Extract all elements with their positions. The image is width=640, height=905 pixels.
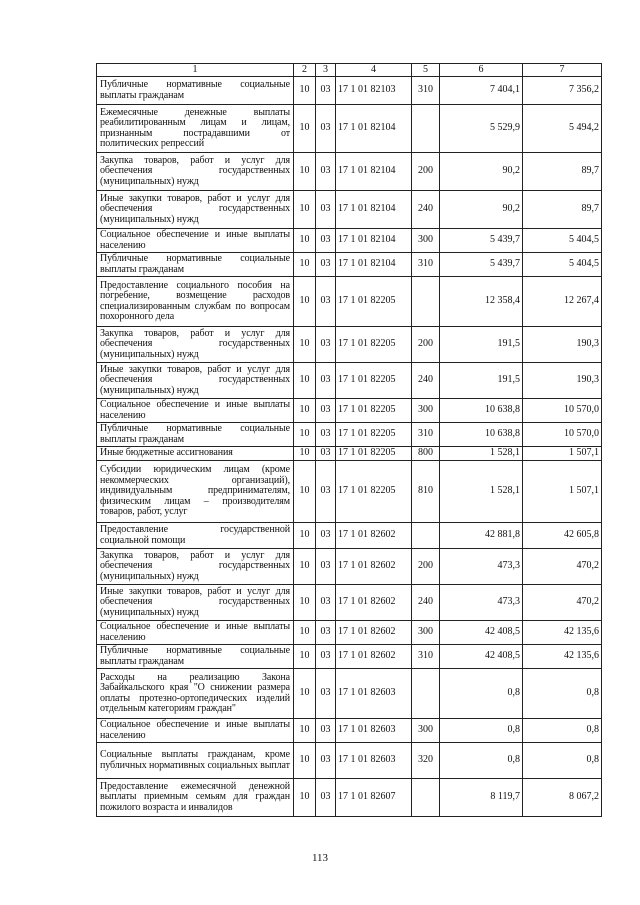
table-row xyxy=(97,461,602,523)
table-row xyxy=(97,399,602,423)
row-amount-1: 191,5 xyxy=(440,363,523,399)
row-target-code: 17 1 01 82603 xyxy=(336,719,412,743)
row-subsection: 03 xyxy=(316,447,336,461)
row-section: 10 xyxy=(294,423,316,447)
row-subsection: 03 xyxy=(316,523,336,549)
row-expense-type: 300 xyxy=(412,719,440,743)
page-number: 113 xyxy=(311,852,329,864)
row-expense-type xyxy=(412,105,440,153)
row-section: 10 xyxy=(294,743,316,779)
row-subsection: 03 xyxy=(316,229,336,253)
row-target-code: 17 1 01 82205 xyxy=(336,423,412,447)
row-subsection: 03 xyxy=(316,363,336,399)
row-amount-2: 190,3 xyxy=(523,363,602,399)
row-section: 10 xyxy=(294,105,316,153)
row-section: 10 xyxy=(294,549,316,585)
row-expense-type: 800 xyxy=(412,447,440,461)
row-target-code: 17 1 01 82603 xyxy=(336,743,412,779)
row-target-code: 17 1 01 82205 xyxy=(336,461,412,523)
row-expense-type xyxy=(412,669,440,719)
row-amount-1: 473,3 xyxy=(440,549,523,585)
row-amount-1: 5 439,7 xyxy=(440,229,523,253)
row-target-code: 17 1 01 82104 xyxy=(336,153,412,191)
row-expense-type: 240 xyxy=(412,363,440,399)
table-row xyxy=(97,363,602,399)
row-amount-2: 89,7 xyxy=(523,153,602,191)
row-subsection: 03 xyxy=(316,153,336,191)
row-name: Иные закупки товаров, работ и услуг для обеспечения государственных (муниципальных) нужд xyxy=(97,585,294,621)
table-row xyxy=(97,253,602,277)
row-amount-1: 12 358,4 xyxy=(440,277,523,327)
budget-table xyxy=(96,63,602,817)
row-subsection: 03 xyxy=(316,77,336,105)
row-target-code: 17 1 01 82205 xyxy=(336,363,412,399)
row-amount-2: 10 570,0 xyxy=(523,399,602,423)
row-subsection: 03 xyxy=(316,585,336,621)
table-row xyxy=(97,153,602,191)
row-subsection: 03 xyxy=(316,253,336,277)
row-amount-1: 10 638,8 xyxy=(440,399,523,423)
table-row xyxy=(97,621,602,645)
row-amount-1: 10 638,8 xyxy=(440,423,523,447)
row-amount-1: 0,8 xyxy=(440,669,523,719)
row-target-code: 17 1 01 82205 xyxy=(336,447,412,461)
row-name: Иные бюджетные ассигнования xyxy=(97,447,294,461)
row-expense-type: 300 xyxy=(412,399,440,423)
row-expense-type: 320 xyxy=(412,743,440,779)
row-target-code: 17 1 01 82602 xyxy=(336,645,412,669)
row-target-code: 17 1 01 82104 xyxy=(336,191,412,229)
row-expense-type xyxy=(412,277,440,327)
row-amount-2: 89,7 xyxy=(523,191,602,229)
table-row xyxy=(97,327,602,363)
row-amount-1: 5 529,9 xyxy=(440,105,523,153)
row-section: 10 xyxy=(294,277,316,327)
row-amount-1: 191,5 xyxy=(440,327,523,363)
row-amount-1: 1 528,1 xyxy=(440,461,523,523)
header-col-3: 3 xyxy=(316,64,336,77)
row-amount-2: 12 267,4 xyxy=(523,277,602,327)
row-target-code: 17 1 01 82607 xyxy=(336,779,412,817)
row-subsection: 03 xyxy=(316,277,336,327)
row-section: 10 xyxy=(294,669,316,719)
row-section: 10 xyxy=(294,645,316,669)
row-amount-1: 0,8 xyxy=(440,743,523,779)
table-row xyxy=(97,229,602,253)
row-amount-2: 5 494,2 xyxy=(523,105,602,153)
row-amount-1: 90,2 xyxy=(440,153,523,191)
row-target-code: 17 1 01 82205 xyxy=(336,327,412,363)
row-target-code: 17 1 01 82104 xyxy=(336,229,412,253)
row-name: Социальные выплаты гражданам, кроме публичных нормативных социальных выплат xyxy=(97,743,294,779)
row-section: 10 xyxy=(294,719,316,743)
row-amount-1: 42 408,5 xyxy=(440,645,523,669)
row-section: 10 xyxy=(294,461,316,523)
row-name: Социальное обеспечение и иные выплаты населению xyxy=(97,399,294,423)
row-name: Публичные нормативные социальные выплаты гражданам xyxy=(97,423,294,447)
row-name: Социальное обеспечение и иные выплаты населению xyxy=(97,719,294,743)
table-row xyxy=(97,523,602,549)
row-target-code: 17 1 01 82602 xyxy=(336,549,412,585)
row-expense-type: 200 xyxy=(412,153,440,191)
row-section: 10 xyxy=(294,253,316,277)
row-subsection: 03 xyxy=(316,669,336,719)
row-section: 10 xyxy=(294,585,316,621)
table-row xyxy=(97,779,602,817)
row-target-code: 17 1 01 82104 xyxy=(336,105,412,153)
table-row xyxy=(97,105,602,153)
row-subsection: 03 xyxy=(316,191,336,229)
row-expense-type: 300 xyxy=(412,621,440,645)
row-name: Предоставление государственной социальной помощи xyxy=(97,523,294,549)
row-amount-1: 5 439,7 xyxy=(440,253,523,277)
budget-table-page xyxy=(96,63,602,817)
row-expense-type: 300 xyxy=(412,229,440,253)
row-subsection: 03 xyxy=(316,423,336,447)
row-expense-type: 200 xyxy=(412,327,440,363)
row-expense-type: 810 xyxy=(412,461,440,523)
row-name: Закупка товаров, работ и услуг для обеспечения государственных (муниципальных) нужд xyxy=(97,549,294,585)
row-subsection: 03 xyxy=(316,105,336,153)
header-row xyxy=(97,64,602,77)
row-name: Закупка товаров, работ и услуг для обеспечения государственных (муниципальных) нужд xyxy=(97,327,294,363)
header-col-7: 7 xyxy=(523,64,602,77)
row-amount-2: 5 404,5 xyxy=(523,253,602,277)
row-subsection: 03 xyxy=(316,645,336,669)
row-expense-type: 240 xyxy=(412,191,440,229)
row-section: 10 xyxy=(294,229,316,253)
row-target-code: 17 1 01 82602 xyxy=(336,523,412,549)
row-section: 10 xyxy=(294,523,316,549)
row-amount-1: 0,8 xyxy=(440,719,523,743)
row-amount-2: 1 507,1 xyxy=(523,461,602,523)
row-section: 10 xyxy=(294,399,316,423)
row-name: Социальное обеспечение и иные выплаты населению xyxy=(97,621,294,645)
row-name: Иные закупки товаров, работ и услуг для обеспечения государственных (муниципальных) нужд xyxy=(97,363,294,399)
row-expense-type: 310 xyxy=(412,423,440,447)
row-target-code: 17 1 01 82602 xyxy=(336,621,412,645)
header-col-6: 6 xyxy=(440,64,523,77)
row-amount-1: 473,3 xyxy=(440,585,523,621)
row-subsection: 03 xyxy=(316,549,336,585)
row-amount-2: 0,8 xyxy=(523,719,602,743)
table-row xyxy=(97,719,602,743)
row-name: Расходы на реализацию Закона Забайкальского края "О снижении размера оплаты протезно-ортопедических изделий отдельным категориям граждан" xyxy=(97,669,294,719)
row-amount-1: 1 528,1 xyxy=(440,447,523,461)
row-amount-2: 1 507,1 xyxy=(523,447,602,461)
row-subsection: 03 xyxy=(316,399,336,423)
row-subsection: 03 xyxy=(316,779,336,817)
table-row xyxy=(97,447,602,461)
row-amount-2: 8 067,2 xyxy=(523,779,602,817)
row-expense-type xyxy=(412,523,440,549)
table-row xyxy=(97,423,602,447)
table-row xyxy=(97,645,602,669)
row-section: 10 xyxy=(294,363,316,399)
row-amount-2: 0,8 xyxy=(523,743,602,779)
row-amount-1: 42 408,5 xyxy=(440,621,523,645)
row-section: 10 xyxy=(294,447,316,461)
row-amount-2: 470,2 xyxy=(523,585,602,621)
row-target-code: 17 1 01 82205 xyxy=(336,399,412,423)
row-amount-2: 42 135,6 xyxy=(523,621,602,645)
row-subsection: 03 xyxy=(316,743,336,779)
row-expense-type: 310 xyxy=(412,77,440,105)
row-section: 10 xyxy=(294,77,316,105)
table-row xyxy=(97,77,602,105)
row-name: Ежемесячные денежные выплаты реабилитированным лицам и лицам, признанным пострадавшими от политических репрессий xyxy=(97,105,294,153)
row-amount-2: 10 570,0 xyxy=(523,423,602,447)
row-name: Публичные нормативные социальные выплаты гражданам xyxy=(97,645,294,669)
row-name: Социальное обеспечение и иные выплаты населению xyxy=(97,229,294,253)
row-section: 10 xyxy=(294,779,316,817)
row-amount-1: 8 119,7 xyxy=(440,779,523,817)
row-subsection: 03 xyxy=(316,461,336,523)
row-amount-2: 42 605,8 xyxy=(523,523,602,549)
row-amount-2: 7 356,2 xyxy=(523,77,602,105)
row-subsection: 03 xyxy=(316,719,336,743)
row-name: Публичные нормативные социальные выплаты гражданам xyxy=(97,77,294,105)
row-amount-1: 90,2 xyxy=(440,191,523,229)
row-section: 10 xyxy=(294,153,316,191)
row-section: 10 xyxy=(294,621,316,645)
row-target-code: 17 1 01 82205 xyxy=(336,277,412,327)
row-name: Субсидии юридическим лицам (кроме некоммерческих организаций), индивидуальным предпринимателям, физическим лицам – производителям товаров, работ, услуг xyxy=(97,461,294,523)
table-row xyxy=(97,549,602,585)
table-row xyxy=(97,277,602,327)
row-target-code: 17 1 01 82104 xyxy=(336,253,412,277)
row-amount-1: 7 404,1 xyxy=(440,77,523,105)
row-expense-type: 310 xyxy=(412,253,440,277)
row-section: 10 xyxy=(294,327,316,363)
row-target-code: 17 1 01 82103 xyxy=(336,77,412,105)
row-name: Иные закупки товаров, работ и услуг для обеспечения государственных (муниципальных) нужд xyxy=(97,191,294,229)
row-amount-2: 190,3 xyxy=(523,327,602,363)
row-amount-1: 42 881,8 xyxy=(440,523,523,549)
row-name: Закупка товаров, работ и услуг для обеспечения государственных (муниципальных) нужд xyxy=(97,153,294,191)
table-row xyxy=(97,743,602,779)
row-expense-type xyxy=(412,779,440,817)
row-subsection: 03 xyxy=(316,327,336,363)
row-amount-2: 5 404,5 xyxy=(523,229,602,253)
row-expense-type: 200 xyxy=(412,549,440,585)
row-target-code: 17 1 01 82603 xyxy=(336,669,412,719)
row-section: 10 xyxy=(294,191,316,229)
row-name: Предоставление ежемесячной денежной выплаты приемным семьям для граждан пожилого возраста и инвалидов xyxy=(97,779,294,817)
row-name: Предоставление социального пособия на погребение, возмещение расходов специализированным службам по вопросам похоронного дела xyxy=(97,277,294,327)
row-subsection: 03 xyxy=(316,621,336,645)
row-expense-type: 310 xyxy=(412,645,440,669)
header-col-2: 2 xyxy=(294,64,316,77)
row-name: Публичные нормативные социальные выплаты гражданам xyxy=(97,253,294,277)
table-row xyxy=(97,585,602,621)
row-amount-2: 42 135,6 xyxy=(523,645,602,669)
header-col-1: 1 xyxy=(97,64,294,77)
row-target-code: 17 1 01 82602 xyxy=(336,585,412,621)
header-col-5: 5 xyxy=(412,64,440,77)
row-amount-2: 470,2 xyxy=(523,549,602,585)
row-amount-2: 0,8 xyxy=(523,669,602,719)
table-row xyxy=(97,191,602,229)
table-row xyxy=(97,669,602,719)
row-expense-type: 240 xyxy=(412,585,440,621)
header-col-4: 4 xyxy=(336,64,412,77)
